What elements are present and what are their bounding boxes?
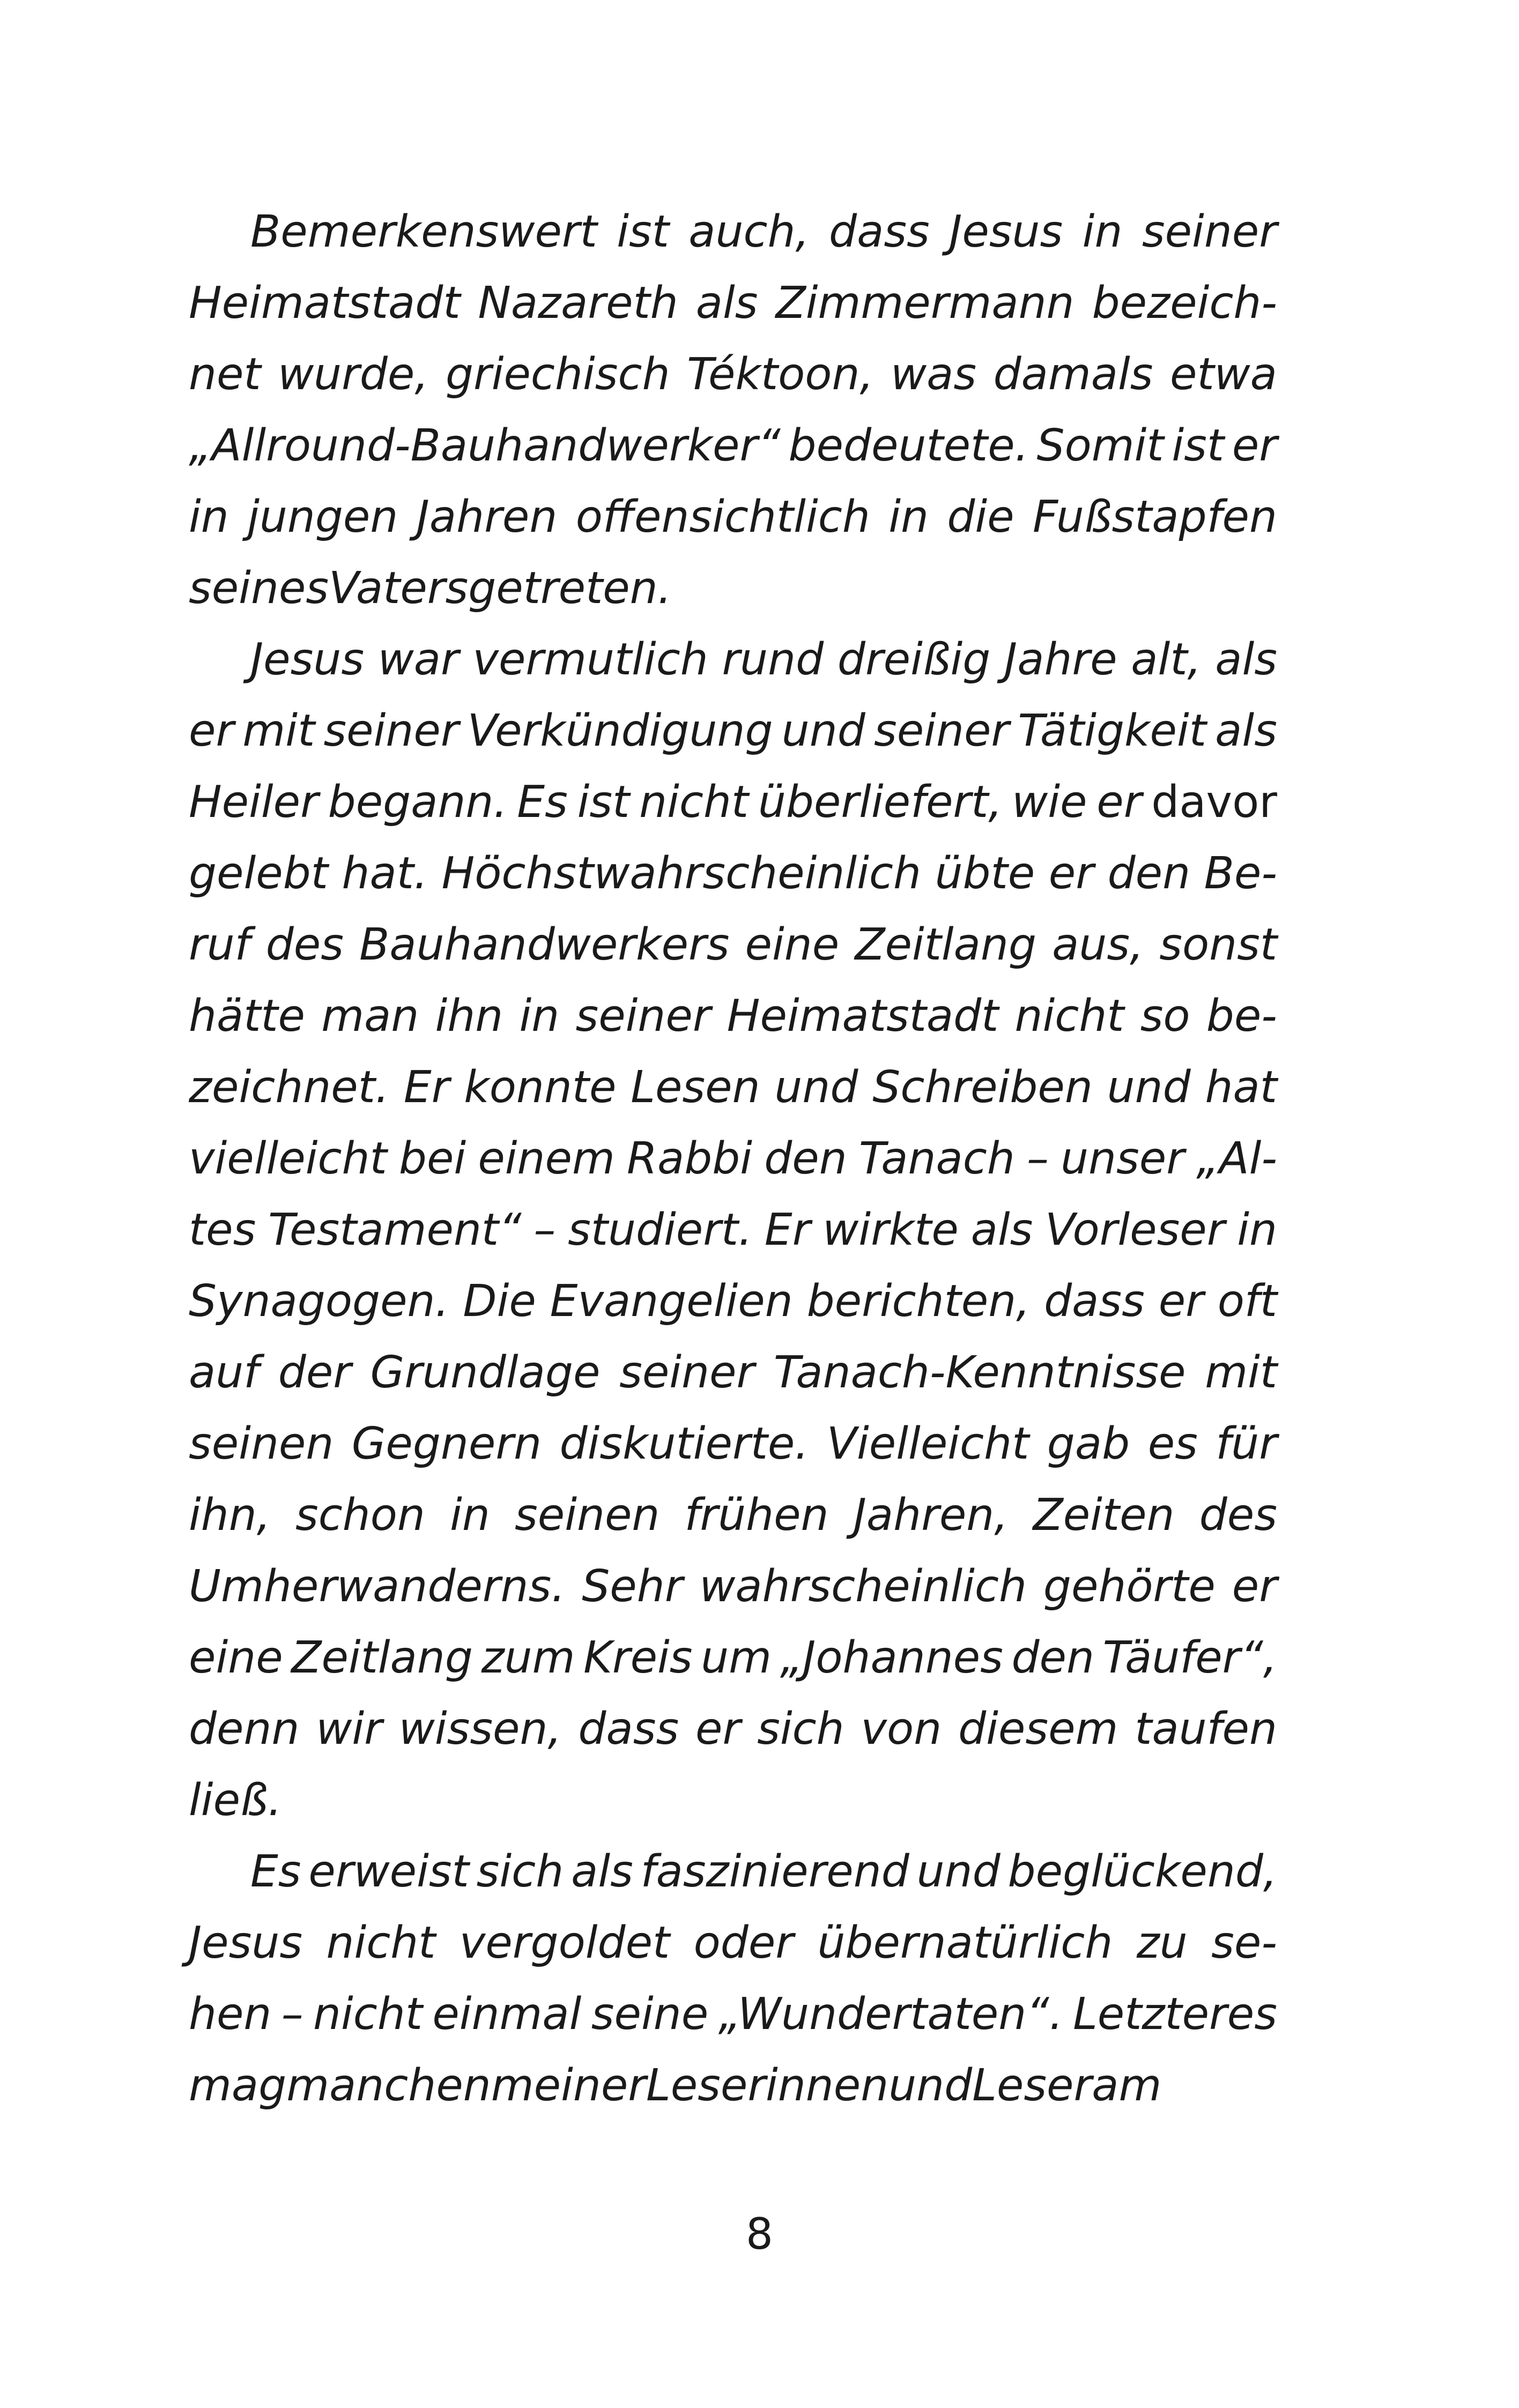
word: bei <box>398 1133 466 1184</box>
word: dass <box>1044 1276 1145 1327</box>
text-line <box>189 1907 1277 1979</box>
word: Heimatstadt <box>727 991 999 1042</box>
word: Täufer“, <box>1102 1632 1277 1683</box>
word: „Al- <box>1196 1133 1277 1184</box>
word: frühen <box>684 1490 829 1541</box>
word: wie <box>1012 777 1087 828</box>
text-line <box>189 767 1277 838</box>
word: und <box>916 1846 1001 1897</box>
word: auf <box>189 1347 260 1398</box>
text-line <box>189 1266 1277 1337</box>
word: meiner <box>491 2060 647 2111</box>
word: als <box>695 278 758 329</box>
word: des <box>1199 1490 1277 1541</box>
text-line <box>189 267 1277 339</box>
word: unser <box>1061 1133 1184 1184</box>
word: Leserinnen <box>646 2060 889 2111</box>
word: Téktoon, <box>687 349 874 400</box>
word: übernatürlich <box>817 1918 1113 1968</box>
word: und <box>774 1062 858 1113</box>
word: sonst <box>1159 919 1277 970</box>
word: Schreiben <box>872 1062 1093 1113</box>
word: dass <box>829 206 930 257</box>
word: eine <box>189 1632 283 1683</box>
word: als <box>970 1205 1033 1255</box>
text-line <box>189 1194 1277 1266</box>
word: wissen, <box>398 1704 562 1755</box>
word: offensichtlich <box>575 492 870 542</box>
text-line <box>189 695 1277 767</box>
word: in <box>1082 206 1123 257</box>
word: griechisch <box>445 349 670 400</box>
word: alt, <box>1131 634 1202 685</box>
word: seines <box>189 563 329 614</box>
word: Evangelien <box>550 1276 793 1327</box>
word: mit <box>1205 1347 1277 1398</box>
word: Tätigkeit <box>1018 705 1206 756</box>
text-line <box>189 1836 1277 1907</box>
word: Jahre <box>1004 634 1117 685</box>
word: Umherwanderns. <box>189 1561 566 1612</box>
text-line <box>189 196 1277 267</box>
word: erweist <box>308 1846 469 1897</box>
word: Jesus <box>250 634 365 685</box>
word: am <box>1092 2060 1162 2111</box>
word: Grundlage <box>370 1347 601 1398</box>
word: seiner <box>1142 206 1277 257</box>
word: Heimatstadt <box>189 278 461 329</box>
word: seinen <box>189 1418 334 1469</box>
word: Jesus <box>189 1918 303 1968</box>
word: seinen <box>515 1490 660 1541</box>
text-line <box>189 980 1277 1052</box>
word: hat. <box>342 848 428 899</box>
word: Bemerkenswert <box>250 206 597 257</box>
word: oft <box>1217 1276 1277 1327</box>
text-line <box>189 1408 1277 1480</box>
word: Vielleicht <box>826 1418 1029 1469</box>
word: wurde, <box>278 349 429 400</box>
word: Gegnern <box>351 1418 542 1469</box>
word: se- <box>1211 1918 1277 1968</box>
word: er <box>1232 1561 1277 1612</box>
word: manchen <box>286 2060 491 2111</box>
text-line <box>189 838 1277 909</box>
word: davor <box>1151 777 1277 828</box>
word: als <box>1215 705 1277 756</box>
word: nicht <box>639 777 749 828</box>
word: in <box>888 492 929 542</box>
word: beglückend, <box>1007 1846 1277 1897</box>
word: zum <box>481 1632 575 1683</box>
word: seine <box>591 1989 709 2040</box>
word: in <box>189 492 229 542</box>
word: Vorleser <box>1045 1205 1225 1255</box>
word: sich <box>757 1704 844 1755</box>
word: – <box>1026 1133 1049 1184</box>
word: den <box>764 1133 847 1184</box>
text-line <box>189 339 1277 410</box>
text-line <box>189 1052 1277 1123</box>
word: von <box>861 1704 942 1755</box>
word: Sehr <box>582 1561 683 1612</box>
word: „Johannes <box>780 1632 1003 1683</box>
word: faszinierend <box>640 1846 909 1897</box>
word: damals <box>993 349 1153 400</box>
word: ist <box>577 777 630 828</box>
word: Die <box>463 1276 536 1327</box>
word: Zeitlang <box>291 1632 473 1683</box>
word: konnte <box>464 1062 617 1113</box>
text-line <box>189 1123 1277 1194</box>
word: berichten, <box>806 1276 1031 1327</box>
word: ist <box>617 206 669 257</box>
word: Be- <box>1204 848 1277 899</box>
page-number: 8 <box>746 2209 773 2259</box>
word: Er <box>764 1205 811 1255</box>
text-line <box>189 1551 1277 1622</box>
word: ist <box>1172 420 1225 471</box>
text-line <box>189 1765 1277 1836</box>
word: Letzteres <box>1073 1989 1277 2040</box>
word: gehörte <box>1043 1561 1216 1612</box>
word: Verkündigung <box>467 705 773 756</box>
word: in <box>1237 1205 1277 1255</box>
word: er <box>189 705 234 756</box>
word: tes <box>189 1205 256 1255</box>
word: seiner <box>874 705 1010 756</box>
word: hat <box>1205 1062 1277 1113</box>
word: man <box>321 991 419 1042</box>
word: Höchstwahrscheinlich <box>441 848 921 899</box>
word: sich <box>476 1846 564 1897</box>
word: Jesus <box>949 206 1063 257</box>
word: ihn, <box>189 1490 271 1541</box>
text-line <box>189 1622 1277 1693</box>
word: seiner <box>575 991 711 1042</box>
word: einmal <box>432 1989 582 2040</box>
word: vermutlich <box>472 634 708 685</box>
word: getreten. <box>468 563 672 614</box>
text-line <box>189 624 1277 695</box>
word: und <box>888 2060 973 2111</box>
word: und <box>1107 1062 1191 1113</box>
word: schon <box>295 1490 425 1541</box>
word: einem <box>478 1133 615 1184</box>
word: nicht <box>1014 991 1124 1042</box>
word: hen <box>189 1989 272 2040</box>
word: Jahren <box>416 492 558 542</box>
word: etwa <box>1170 349 1277 400</box>
word: des <box>265 919 344 970</box>
word: „Allround-Bauhandwerker“ <box>189 420 781 471</box>
word: Tanach <box>858 1133 1015 1184</box>
word: wirkte <box>823 1205 959 1255</box>
word: ihn <box>435 991 503 1042</box>
word: Es <box>517 777 568 828</box>
word: dass <box>578 1704 679 1755</box>
word: auch, <box>688 206 810 257</box>
word: in <box>519 991 560 1042</box>
word: – <box>281 1989 303 2040</box>
word: gelebt <box>189 848 328 899</box>
word: war <box>377 634 459 685</box>
word: rund <box>722 634 824 685</box>
word: eine <box>745 919 840 970</box>
word: er <box>1232 420 1277 471</box>
text-line <box>189 909 1277 980</box>
word: vielleicht <box>189 1133 387 1184</box>
word: ließ. <box>189 1775 282 1826</box>
text-line <box>189 1480 1277 1551</box>
word: als <box>571 1846 633 1897</box>
word: Zeitlang <box>855 919 1036 970</box>
word: net <box>189 349 261 400</box>
word: Somit <box>1036 420 1164 471</box>
word: Bauhandwerkers <box>359 919 730 970</box>
word: gab <box>1047 1418 1130 1469</box>
word: jungen <box>247 492 398 542</box>
word: hätte <box>189 991 305 1042</box>
text-line <box>189 1979 1277 2050</box>
word: den <box>1107 848 1191 899</box>
word: zu <box>1136 1918 1188 1968</box>
word: er <box>695 1704 741 1755</box>
word: es <box>1147 1418 1198 1469</box>
word: studiert. <box>568 1205 753 1255</box>
word: vergoldet <box>459 1918 670 1968</box>
word: Rabbi <box>626 1133 753 1184</box>
word: so <box>1140 991 1190 1042</box>
word: Synagogen. <box>189 1276 449 1327</box>
word: der <box>278 1347 351 1398</box>
word: er <box>1158 1276 1204 1327</box>
word: Jahren, <box>853 1490 1009 1541</box>
word: Lesen <box>631 1062 760 1113</box>
word: mit <box>242 705 315 756</box>
word: um <box>701 1632 772 1683</box>
word: diskutierte. <box>559 1418 809 1469</box>
word: diesem <box>958 1704 1118 1755</box>
text-line <box>189 410 1277 481</box>
text-line <box>189 1337 1277 1408</box>
word: aus, <box>1052 919 1144 970</box>
word: Er <box>403 1062 450 1113</box>
word: Zeiten <box>1033 1490 1175 1541</box>
word: Zimmermann <box>775 278 1075 329</box>
word: seiner <box>323 705 459 756</box>
word: überliefert, <box>758 777 1003 828</box>
word: oder <box>693 1918 794 1968</box>
word: Kreis <box>583 1632 693 1683</box>
word: wir <box>316 1704 382 1755</box>
word: nicht <box>313 1989 423 2040</box>
word: und <box>781 705 865 756</box>
word: mag <box>189 2060 287 2111</box>
word: was <box>891 349 977 400</box>
word: für <box>1216 1418 1277 1469</box>
word: – <box>533 1205 556 1255</box>
word: zeichnet. <box>189 1062 389 1113</box>
word: wahrscheinlich <box>699 1561 1027 1612</box>
word: bedeutete. <box>788 420 1029 471</box>
word: Vaters <box>329 563 469 614</box>
word: Fußstapfen <box>1033 492 1277 542</box>
word: begann. <box>328 777 508 828</box>
word: in <box>450 1490 490 1541</box>
text-line <box>189 1693 1277 1765</box>
word: Heiler <box>189 777 318 828</box>
word: Es <box>250 1846 301 1897</box>
body-text <box>189 196 1277 2121</box>
word: Testament“ <box>268 1205 522 1255</box>
word: er <box>1096 777 1142 828</box>
word: er <box>1048 848 1094 899</box>
text-line <box>189 481 1277 553</box>
word: als <box>1215 634 1277 685</box>
word: ruf <box>189 919 250 970</box>
word: dreißig <box>837 634 991 685</box>
word: bezeich- <box>1092 278 1277 329</box>
word: „Wundertaten“. <box>718 1989 1063 2040</box>
word: taufen <box>1135 1704 1277 1755</box>
word: übte <box>935 848 1035 899</box>
word: denn <box>189 1704 300 1755</box>
word: be- <box>1206 991 1277 1042</box>
word: Tanach-Kenntnisse <box>773 1347 1186 1398</box>
text-line <box>189 553 1277 624</box>
word: Leser <box>972 2060 1092 2111</box>
text-line <box>189 2050 1277 2121</box>
word: Nazareth <box>478 278 678 329</box>
word: die <box>947 492 1014 542</box>
word: den <box>1011 1632 1094 1683</box>
word: seiner <box>619 1347 755 1398</box>
word: nicht <box>326 1918 436 1968</box>
